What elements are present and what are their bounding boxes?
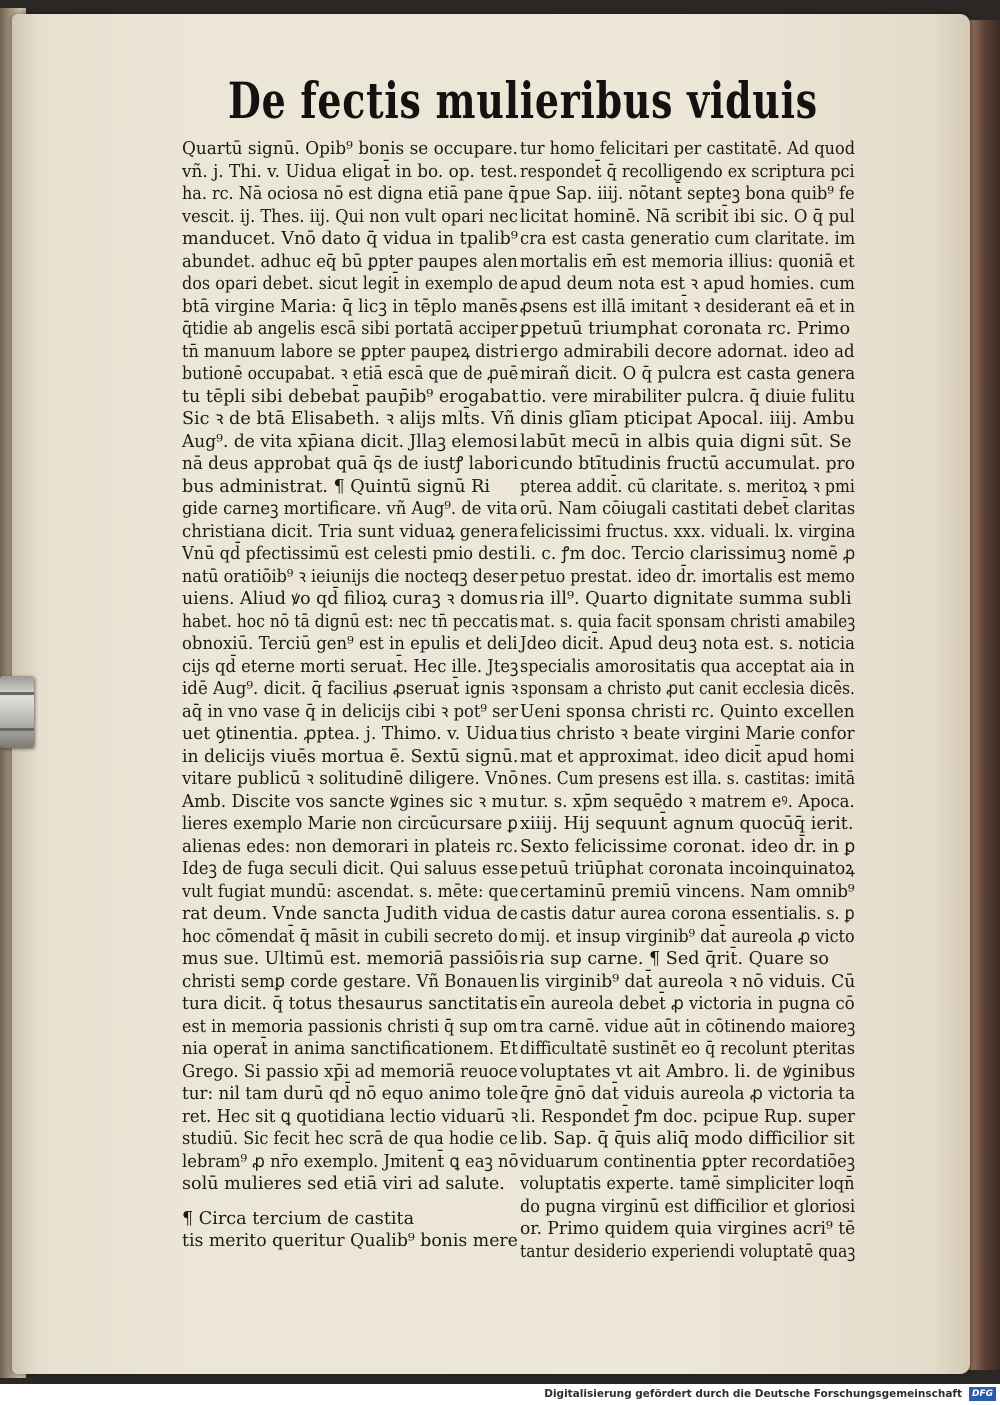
text-line: est in memoria passionis christi q̄ sup om xyxy=(182,1016,518,1037)
text-line: tio. vere mirabiliter pulcra. q̄ diuie fulitu xyxy=(520,386,856,407)
text-line: specialis amorositatis qua acceptat ai̇a in xyxy=(520,656,855,677)
text-line: cundo btītudinis fructū accumulat. pro xyxy=(520,454,856,474)
text-line: tn̄ manuum labore se ꝑpter paupeꝝ distri xyxy=(182,341,519,362)
text-line: ergo admirabili decore adornat. ideo ad xyxy=(520,341,855,362)
text-line: Sexto felicissime coronat. ideo d̄r. in ꝑ xyxy=(520,836,856,857)
text-line: vult fugiat mundū: ascendat. s. mēte: que xyxy=(182,881,519,902)
text-line: cra est casta generatio cum claritate. im xyxy=(520,229,856,249)
text-line: dinis glīam pticipat Apocal. iiij. Ambu xyxy=(520,409,855,429)
text-line: apud deum nota est ꝛ apud homies. cum xyxy=(520,274,855,294)
left-text-column xyxy=(182,138,518,1253)
text-line: tur: nil tam durū qd̄ nō equo animo tole xyxy=(182,1084,519,1104)
text-line: dos opari debet. sicut legit̄ in exemplo de xyxy=(182,274,518,294)
text-line: mat. s. quia facit sponsam christi amabileꝫ xyxy=(520,611,856,632)
text-line: voluptatis experte. tamē simpliciter loqn̄ xyxy=(520,1174,855,1194)
text-line: rat deum. Vnde sancta Judith vidua de xyxy=(182,904,518,924)
text-line: tius christo ꝛ beate virgini Marie confor xyxy=(520,724,855,744)
text-line: lis virginib⁹ dat̄ aureola ꝛ nō viduis. Cū xyxy=(520,971,856,992)
text-line: petuū triūphat coronata incoinquinatoꝝ xyxy=(520,859,855,879)
text-line: sponsam a christo ꝓut canit ecclesia dicēs. xyxy=(520,679,855,699)
text-line: difficultatē sustinēt eo q̄ recolunt pteritas xyxy=(520,1039,855,1059)
text-line: orū. Nam cōiugali castitati debet̄ claritas xyxy=(520,499,856,519)
text-line: Ideꝫ de fuga seculi dicit. Qui saluus esse xyxy=(182,859,519,879)
text-line: nā deus approbat quā q̄s de iustꝭ labori xyxy=(182,454,519,474)
text-line: Amb. Discite vos sancte ꝟgines sic ꝛ mu xyxy=(182,791,519,812)
text-line: cijs qd̄ eterne morti seruat̄. Hec ille. Jteꝫ xyxy=(182,656,519,677)
text-line: ꝓsens est illā imitant̄ ꝛ desiderant eā et in xyxy=(520,296,855,317)
text-line: petuo prestat. ideo d̄r. imortalis est memo xyxy=(520,566,855,587)
text-line: mortalis em̄ est memoria illius: quoniā et xyxy=(520,251,855,272)
text-line: lieres exemplo Marie non circūcursare ꝑ xyxy=(182,814,518,834)
text-line: ha. rc. Nā ociosa nō est digna etiā pane q̄ xyxy=(182,184,519,204)
text-line: butionē occupabat. ꝛ etiā escā que de ꝓuē xyxy=(182,364,519,384)
text-line: in delicijs viuēs mortua ē. Sextū signū. xyxy=(182,746,519,767)
text-line: mirañ dicit. O q̄ pulcra est casta genera xyxy=(520,364,856,384)
text-line: Aug⁹. de vita xp̄iana dicit. Jllaꝫ elemosi xyxy=(182,431,518,452)
text-line: tis merito queritur Qualib⁹ bonis mere xyxy=(182,1231,518,1251)
text-line: studiū. Sic fecit hec scrā de qua hodie ce xyxy=(182,1129,518,1149)
text-line: certaminū premiū vincens. Nam omnib⁹ xyxy=(520,881,855,902)
text-line: christiana dicit. Tria sunt viduaꝝ genera xyxy=(182,521,519,542)
metal-clasp xyxy=(0,676,34,748)
text-line: alienas edes: non demorari in plateis rc. xyxy=(182,836,519,857)
text-line: christi semꝑ corde gestare. Vñ Bonauen xyxy=(182,971,518,992)
text-line: voluptates vt ait Ambro. li. de ꝟginibus xyxy=(520,1061,856,1082)
right-text-column xyxy=(520,138,855,1263)
text-line: Quartū signū. Opib⁹ bonis se occupare. xyxy=(182,139,518,159)
text-line: tu tēpli sibi debebat̄ paup̄ib⁹ erogabat xyxy=(182,386,519,407)
text-line: manducet. Vnō dato q̄ vidua in tpalib⁹ xyxy=(182,229,518,249)
text-line: tra carnē. vidue aūt in cōtinendo maioreꝫ xyxy=(520,1016,856,1037)
text-line: pterea addit̄. cū claritate. s. meritoꝝ ꝛ pmi xyxy=(520,476,855,497)
dfg-logo: DFG xyxy=(969,1387,996,1401)
digitization-footer xyxy=(0,1384,1000,1405)
text-line: felicissimi fructus. xxx. viduali. lx. virgina xyxy=(520,521,856,542)
text-line: btā virgine Maria: q̄ licꝫ in tēplo manēs xyxy=(182,296,518,317)
text-line: pue Sap. iiij. nōtant̄ septeꝫ bona quib⁹ fe xyxy=(520,184,855,204)
text-line: bus administrat. ¶ Quintū signū Ri xyxy=(182,476,491,497)
text-line: li. Respondet̄ ꝭm doc. pcipue Rup. super xyxy=(520,1106,855,1127)
text-line: uet ꝯtinentia. ꝓptea. j. Thimo. v. Uidua xyxy=(182,724,518,744)
text-line: or. Primo quidem quia virgines acri⁹ tē xyxy=(520,1219,856,1239)
text-line: obnoxiū. Terciū gen⁹ est in epulis et deli xyxy=(182,634,518,654)
footer-credit-text: Digitalisierung gefördert durch die Deutsche Forschungsgemeinschaft xyxy=(544,1388,962,1400)
text-line: Sic ꝛ de btā Elisabeth. ꝛ alijs mlt̄s. Vñ xyxy=(182,409,515,429)
text-line: Vnū qd̄ pfectissimū est celesti pmio desti xyxy=(182,544,518,564)
text-line: li. c. ꝭm doc. Tercio clarissimuꝫ nomē ꝓ xyxy=(520,544,856,564)
page-heading: De fectis mulieribus viduis xyxy=(228,71,818,130)
text-line: tura dicit. q̄ totus thesaurus sanctitatis xyxy=(182,994,518,1014)
text-line: vitare publicū ꝛ solitudinē diligere. Vnō xyxy=(182,769,519,789)
text-line: natū oratiōib⁹ ꝛ ieiunijs die nocteqꝫ deser xyxy=(182,566,518,587)
text-line: vñ. j. Thi. v. Uidua eligat̄ in bo. op. test. xyxy=(182,161,518,182)
text-line: do pugna virginū est difficilior et gloriosi xyxy=(520,1196,856,1217)
text-line: ria sup carne. ¶ Sed q̄rit̄. Quare so xyxy=(520,949,829,969)
text-line: lib. Sap. q̄ q̄uis aliq̄ modo difficilior sit xyxy=(520,1129,855,1149)
text-line: viduarum continentia ꝑpter recordatiōeꝫ xyxy=(520,1151,856,1172)
text-line: q̄tidie ab angelis escā sibi portatā acciper xyxy=(182,319,518,339)
text-line: labūt mecū in albis quia digni sūt. Se xyxy=(520,431,852,452)
text-line: hoc cōmendat̄ q̄ māsit in cubili secreto do xyxy=(182,926,518,947)
text-line: mij. et insup virginib⁹ dat̄ aureola ꝓ victo xyxy=(520,926,855,947)
text-line: gide carneꝫ mortificare. vñ Aug⁹. de vita xyxy=(182,499,518,519)
text-line: nia operat̄ in anima sanctificationem. Et xyxy=(182,1039,518,1059)
text-line: q̄re ḡnō dat̄ viduis aureola ꝓ victoria ta xyxy=(520,1084,856,1104)
text-line: uiens. Aliud ꝟo qd̄ filioꝝ curaꝫ ꝛ domus xyxy=(182,589,519,609)
text-line: idē Aug⁹. dicit. q̄ facilius ꝓseruat̄ ignis ꝛ xyxy=(182,679,519,699)
text-line: eīn aureola debet̄ ꝓ victoria in pugna cō xyxy=(520,994,855,1014)
text-line: tur homo felicitari per castitatē. Ad quod xyxy=(520,139,856,159)
text-line: castis datur aurea corona essentialis. s. ꝑ xyxy=(520,904,855,924)
text-line: tantur desiderio experiendi voluptatē quaꝫ xyxy=(520,1241,856,1262)
text-line: solū mulieres sed etiā viri ad salute. xyxy=(182,1174,505,1194)
text-line: abundet. adhuc eq̄ bū ꝑpter paupes alen xyxy=(182,251,518,272)
text-line: nes. Cum presens est illa. s. castitas: imitā xyxy=(520,769,856,789)
text-line: habet. hoc nō tā dignū est: nec tn̄ peccatis xyxy=(182,611,519,632)
text-line xyxy=(182,1196,518,1208)
text-line: respondet̄ q̄ recolligendo ex scriptura pci xyxy=(520,161,855,182)
text-line: licitat hominē. Nā scribit̄ ibi sic. O q̄ pul xyxy=(520,206,855,227)
text-line: mat et approximat. ideo dicit̄ apud homi xyxy=(520,746,855,767)
text-line: xiiij. Hij sequunt̄ agnum quocūq̄ ierit. xyxy=(520,814,854,834)
text-line: ria ill⁹. Quarto dignitate summa subli xyxy=(520,589,852,609)
text-line: vescit. ij. Thes. iij. Qui non vult opari nec xyxy=(182,206,518,227)
text-line: lebram⁹ ꝓ nr̄o exemplo. Jmitent̄ ꝗ eaꝫ nō xyxy=(182,1151,519,1172)
text-line: ¶ Circa tercium de castita xyxy=(182,1208,415,1229)
text-line: tur. s. xp̄m sequēdo ꝛ matrem eꝰ. Apoca. xyxy=(520,791,855,812)
text-line: Grego. Si passio xp̄i ad memoriā reuoce xyxy=(182,1061,518,1082)
text-line: ret. Hec sit ꝗ quotidiana lectio viduarū ꝛ xyxy=(182,1106,519,1127)
text-line: aq̄ in vno vase q̄ in delicijs cibi ꝛ pot⁹ ser xyxy=(182,701,519,722)
text-line: Jdeo dicit̄. Apud deuꝫ nota est. s. noticia xyxy=(520,634,855,654)
text-line: ꝑpetuū triumphat coronata rc. Primo xyxy=(520,319,851,339)
text-line: mus sue. Ultimū est. memoriā passiōis xyxy=(182,949,519,969)
text-line: Ueni sponsa christi rc. Quinto excellen xyxy=(520,701,855,722)
